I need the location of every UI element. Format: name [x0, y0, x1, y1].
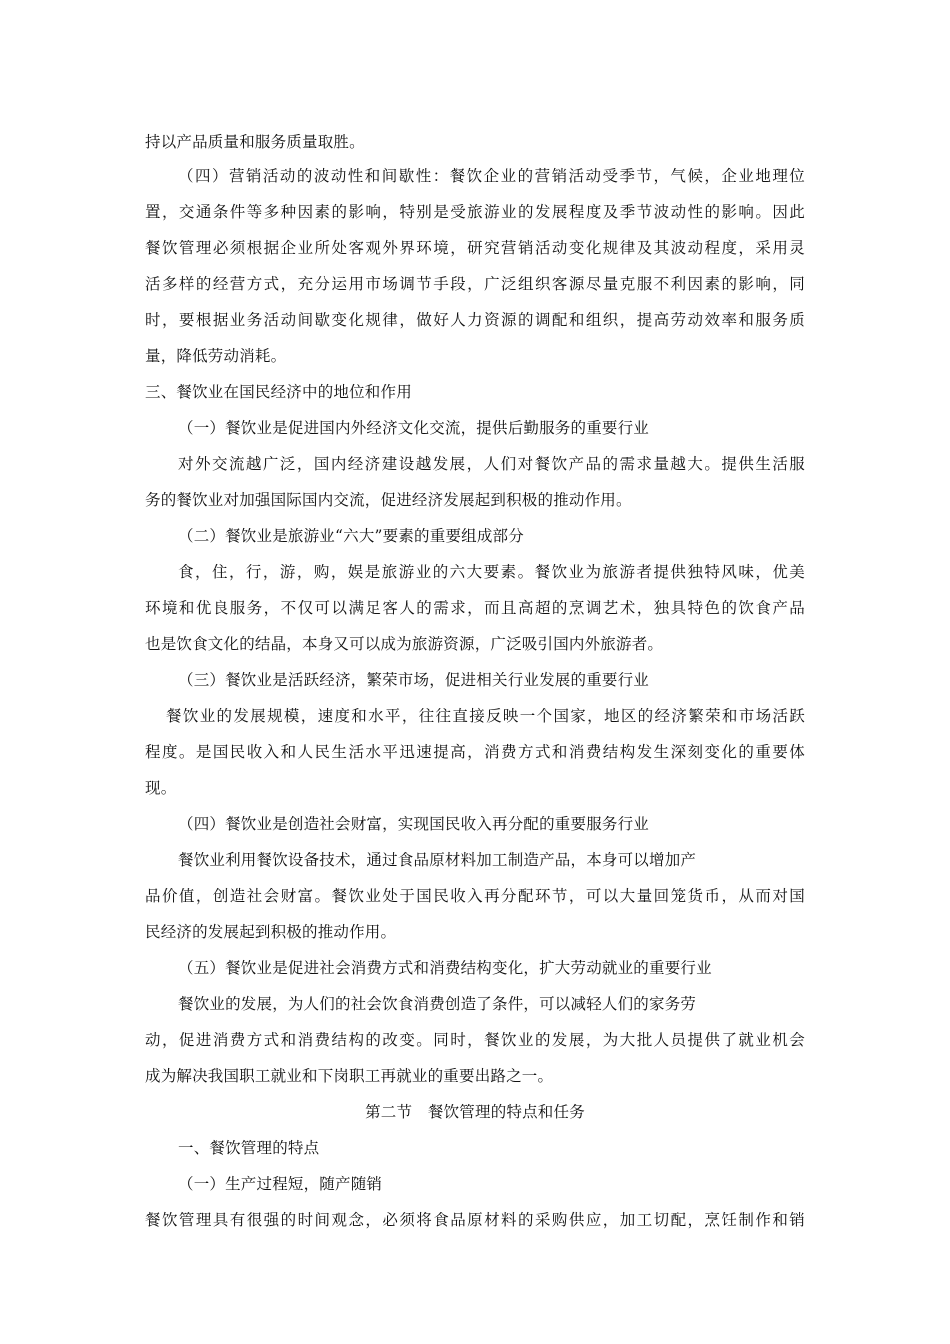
- text-line: 成为解决我国职工就业和下岗职工再就业的重要出路之一。: [145, 1067, 554, 1085]
- subheading-production: （一）生产过程短，随产随销: [178, 1175, 383, 1193]
- text-line: 活多样的经营方式，充分运用市场调节手段，广泛组织客源尽量克服不利因素的影响，同: [145, 275, 805, 293]
- subheading-5: （五）餐饮业是促进社会消费方式和消费结构变化，扩大劳动就业的重要行业: [178, 959, 712, 977]
- text-line: 现。: [145, 779, 177, 797]
- subheading-3: （三）餐饮业是活跃经济，繁荣市场，促进相关行业发展的重要行业: [178, 671, 650, 689]
- text-line: 餐饮业的发展规模，速度和水平，往往直接反映一个国家，地区的经济繁荣和市场活跃: [166, 707, 805, 725]
- text-line: 时，要根据业务活动间歇变化规律，做好人力资源的调配和组织，提高劳动效率和服务质: [145, 311, 805, 329]
- section-title: 第二节 餐饮管理的特点和任务: [365, 1103, 585, 1121]
- text-line: 持以产品质量和服务质量取胜。: [145, 133, 365, 151]
- text-line: 置，交通条件等多种因素的影响，特别是受旅游业的发展程度及季节波动性的影响。因此: [145, 203, 805, 221]
- text-line: 餐饮业利用餐饮设备技术，通过食品原材料加工制造产品，本身可以增加产: [178, 851, 697, 869]
- text-line: 对外交流越广泛，国内经济建设越发展，人们对餐饮产品的需求量越大。提供生活服: [178, 455, 805, 473]
- text-line: 餐饮管理必须根据企业所处客观外界环境，研究营销活动变化规律及其波动程度，采用灵: [145, 239, 805, 257]
- subheading-2: （二）餐饮业是旅游业“六大”要素的重要组成部分: [178, 527, 524, 545]
- subheading-4: （四）餐饮业是创造社会财富，实现国民收入再分配的重要服务行业: [178, 815, 650, 833]
- text-line: 食，住，行，游，购，娱是旅游业的六大要素。餐饮业为旅游者提供独特风味，优美: [178, 563, 805, 581]
- subheading-1: （一）餐饮业是促进国内外经济文化交流，提供后勤服务的重要行业: [178, 419, 650, 437]
- section-heading-3: 三、餐饮业在国民经济中的地位和作用: [145, 383, 412, 401]
- text-line: 餐饮业的发展，为人们的社会饮食消费创造了条件，可以减轻人们的家务劳: [178, 995, 697, 1013]
- section-heading-1: 一、餐饮管理的特点: [178, 1139, 320, 1157]
- text-line: 民经济的发展起到积极的推动作用。: [145, 923, 397, 941]
- text-line: 动，促进消费方式和消费结构的改变。同时，餐饮业的发展，为大批人员提供了就业机会: [145, 1031, 805, 1049]
- text-line: 环境和优良服务，不仅可以满足客人的需求，而且高超的烹调艺术，独具特色的饮食产品: [145, 599, 805, 617]
- heading-marketing-volatility: （四）营销活动的波动性和间歇性：餐饮企业的营销活动受季节，气候，企业地理位: [178, 167, 805, 185]
- text-line: 也是饮食文化的结晶，本身又可以成为旅游资源，广泛吸引国内外旅游者。: [145, 635, 664, 653]
- text-line: 程度。是国民收入和人民生活水平迅速提高，消费方式和消费结构发生深刻变化的重要体: [145, 743, 805, 761]
- text-line: 务的餐饮业对加强国际国内交流，促进经济发展起到积极的推动作用。: [145, 491, 632, 509]
- text-line: 餐饮管理具有很强的时间观念，必须将食品原材料的采购供应，加工切配，烹饪制作和销: [145, 1211, 805, 1229]
- text-line: 量，降低劳动消耗。: [145, 347, 287, 365]
- text-line: 品价值，创造社会财富。餐饮业处于国民收入再分配环节，可以大量回笼货币，从而对国: [145, 887, 805, 905]
